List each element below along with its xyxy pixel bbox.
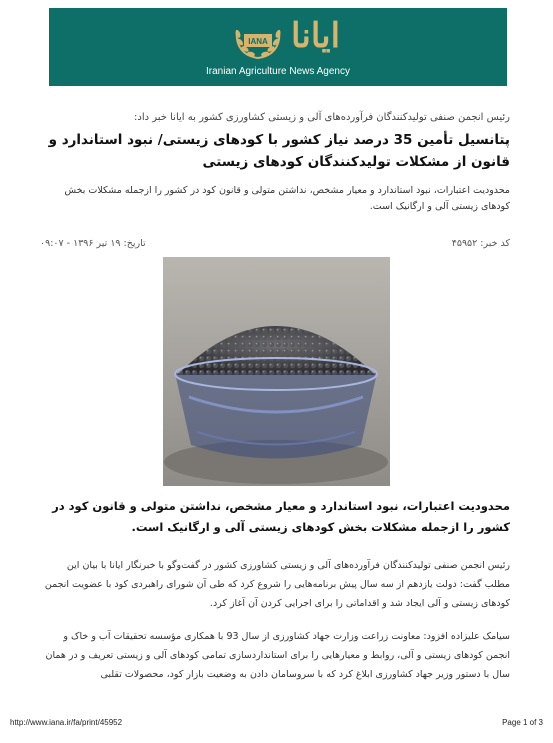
agency-name: Iranian Agriculture News Agency (206, 66, 350, 77)
site-logo[interactable] (229, 14, 379, 64)
article-photo (163, 257, 390, 486)
page-indicator: Page 1 of 3 (502, 718, 543, 727)
print-url[interactable]: http://www.iana.ir/fa/print/45952 (10, 718, 123, 727)
article-lead: محدودیت اعتبارات، نبود استاندارد و معیار مشخص، نداشتن متولی و قانون کود در کشور را ازجمله مشکلات بخش کودهای زیستی آلی و ارگانیک است. (64, 185, 510, 212)
emblem-label: IANA (248, 37, 268, 46)
article-paragraph: سیامک علیزاده افزود: معاونت زراعت وزارت جهاد کشاورزی از سال 93 با همکاری مؤسسه تحقیقات آب و خاک و انجمن کودهای زیستی و آلی، روابط و معیارهایی را برای استانداردسازی تمامی کودهای آلی و زیستی تعریف و در همان سال با دستور وزیر جهاد کشاورزی ابلاغ کرد که با سروسامان دادن به وضعیت بازار کود، محصولات تقلبی (45, 631, 510, 680)
article-pretitle: رئیس انجمن صنفی تولیدکنندگان فرآورده‌های آلی و زیستی کشاورزی کشور به ایانا خبر داد: (134, 112, 510, 123)
article-title: پتانسیل تأمین 35 درصد نیاز کشور با کودهای زیستی/ نبود استاندارد و قانون از مشکلات تولیدکنندگان کودهای زیستی (48, 132, 510, 170)
wheat-wreath-icon (229, 16, 287, 62)
article-paragraph: رئیس انجمن صنفی تولیدکنندگان فرآورده‌های آلی و زیستی کشاورزی کشور در گفت‌وگو با خبرنگار ایانا با بیان این مطلب گفت: دولت یازدهم از سه سال پیش برنامه‌هایی را شروع کرد که طی آن شورای راهبردی کود با عضویت انجمن کودهای زیستی و آلی ایجاد شد و اقداماتی را برای اجرایی کردن آن آغاز کرد. (44, 560, 510, 609)
publish-date: تاریخ: ۱۹ تیر ۱۳۹۶ - ۰۹:۰۷ (40, 238, 146, 249)
article-meta (40, 238, 510, 249)
article-summary: محدودیت اعتبارات، نبود استاندارد و معیار مشخص، نداشتن متولی و قانون کود در کشور را ازجمله مشکلات بخش کودهای زیستی آلی و ارگانیک است. (52, 499, 510, 534)
fertilizer-bowl-image (163, 257, 390, 486)
news-code: کد خبر: ۴۵۹۵۲ (451, 238, 510, 249)
header-banner (49, 8, 507, 86)
logo-text: ایانا (291, 16, 341, 56)
